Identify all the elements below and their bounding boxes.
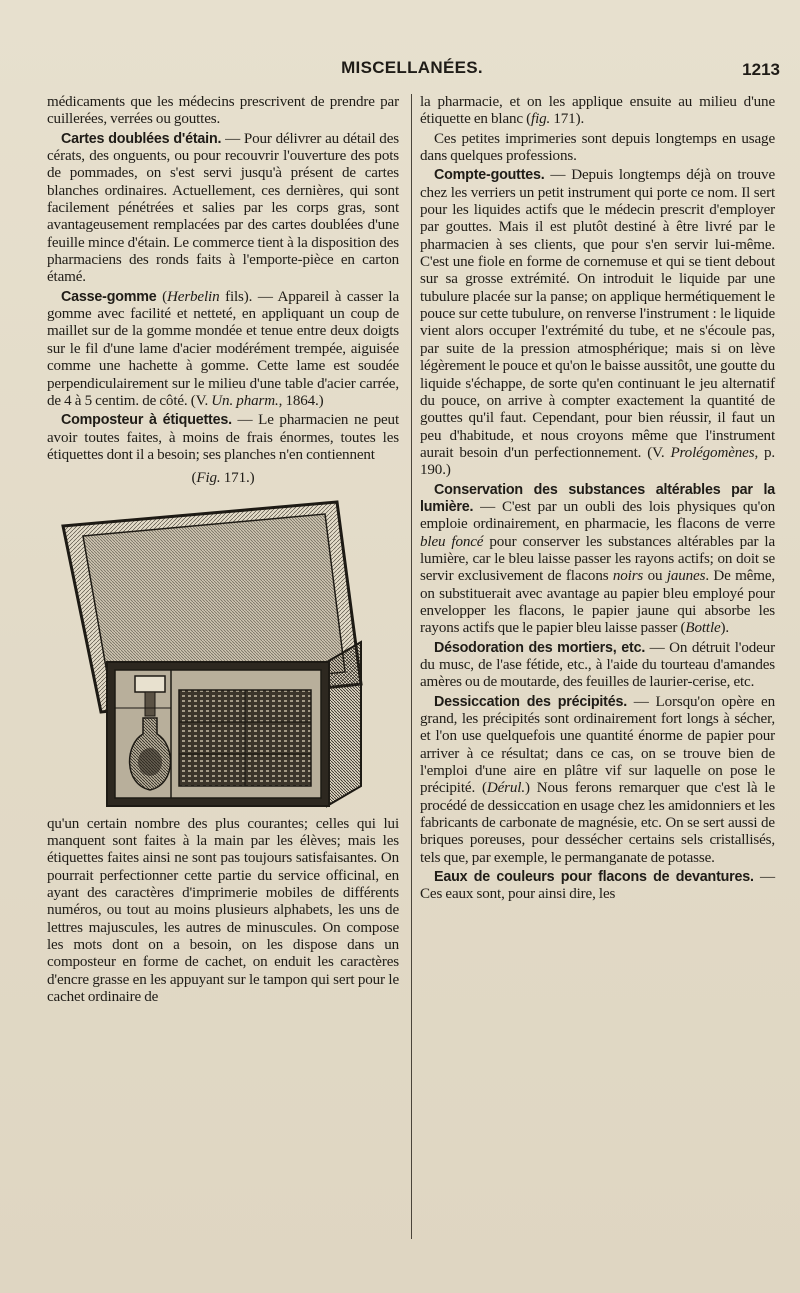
entry-desodoration: Désodoration des mortiers, etc. — On détruit l'odeur du musc, de l'ase fétide, etc., à l'aide du tourteau d'amandes amères ou de moutarde, des feuilles de laurier-cerise, etc. xyxy=(420,639,775,691)
entry-term: Eaux de couleurs pour flacons de devantures. xyxy=(434,869,754,886)
box-side xyxy=(327,642,361,806)
page-header xyxy=(44,58,780,86)
entry-term: Désodoration des mortiers, etc. xyxy=(434,639,646,656)
figure-label-composer-box-illustration xyxy=(61,494,371,810)
entry-term: Casse-gomme xyxy=(61,288,157,305)
entry-composteur: Composteur à étiquettes. — Le pharmacien ne peut avoir toutes faites, à moins de frais énormes, toutes les étiquettes dont il a besoin; ses planches n'en contiennent xyxy=(47,412,399,463)
paragraph: qu'un certain nombre des plus courantes; celles qui lui manquent sont faites à la main par les élèves; mais les étiquettes faites ainsi ne sont pas toujours satisfaisantes. On pourrait perfectionner cette partie du service officinal, en ayant des caractères d'imprimerie mobiles de différents numéros, ou tout au moins plusieurs alphabets, les uns de lettres majuscules, les autres de minuscules. On compose les mots dont on a besoin, on les dispose dans un composteur en forme de cachet, on enduit les caractères d'encre grasse en les appuyant sur le tampon qui sert pour le cachet ordinaire de xyxy=(47,815,399,1005)
entry-casse-gomme: Casse-gomme (Herbelin fils). — Appareil à casser la gomme avec facilité et netteté, en appliquant un coup de maillet sur de la gomme mondée et tenue entre deux doigts sur le fil d'une lame d'acier modérément trempée, aiguisée comme une hachette à gomme. Cette lame est soudée perpendiculairement sur le milieu d'une table d'acier carrée, de 4 à 5 centim. de côté. (V. Un. pharm., 1864.) xyxy=(47,288,399,409)
right-column xyxy=(420,94,775,906)
entry-dessiccation: Dessiccation des précipités. — Lorsqu'on opère en grand, les précipités sont ordinairement fort longs à sécher, et l'on use quelquefois une quantité énorme de papier pour arriver à ce résultat; dans ce cas, on se trouve bien de l'emploi d'une aire en plâtre vif sur laquelle on pose le précipité. (Dérul.) Nous ferons remarquer que c'est là le procédé de dessiccation en usage chez les amidonniers et les fabricants de carbonate de magnésie, etc. On se sert aussi de briques poreuses, pour dessécher certains sels cristallisés, tels que, par exemple, le permanganate de potasse. xyxy=(420,693,776,866)
author-name: Herbelin xyxy=(167,288,220,305)
column-rule xyxy=(411,94,412,1239)
source-reference: Prolégomènes xyxy=(670,444,755,461)
composing-stamp xyxy=(135,676,165,692)
entry-term: Composteur à étiquettes. xyxy=(61,412,232,429)
left-column xyxy=(47,94,399,1008)
source-reference: Bottle xyxy=(685,620,721,637)
entry-term: Dessiccation des précipités. xyxy=(434,693,628,710)
paragraph: Ces petites imprimeries sont depuis longtemps en usage dans quelques professions. xyxy=(420,130,775,165)
figure-caption: (Fig. 171.) xyxy=(191,470,255,487)
entry-cartes-doublees: Cartes doublées d'étain. — Pour délivrer au détail des cérats, des onguents, ou pour recouvrir l'ouverture des pots de pommades, on s'est servi jusqu'à présent de cartes blanches ordinaires. Actuellement, ces dernières, qui sont facilement pénétrées et salies par les corps gras, sont avantageusement remplacées par des cartes doublées d'une feuille mince d'étain. Le commerce tient à la disposition des pharmaciens des ronds faits à l'emporte-pièce en carton étamé. xyxy=(47,130,399,286)
entry-eaux-de-couleurs: Eaux de couleurs pour flacons de devantures. — Ces eaux sont, pour ainsi dire, les xyxy=(420,869,775,903)
running-title: MISCELLANÉES. xyxy=(341,58,483,77)
entry-term: Compte-gouttes. xyxy=(434,167,545,184)
paragraph: médicaments que les médecins prescrivent de prendre par cuillerées, verrées ou gouttes. xyxy=(47,94,399,128)
page-number: 1213 xyxy=(742,60,780,79)
entry-term: Cartes doublées d'étain. xyxy=(61,130,222,147)
source-reference: Un. pharm. xyxy=(211,392,279,409)
entry-compte-gouttes: Compte-gouttes. — Depuis longtemps déjà on trouve chez les verriers un petit instrument qui porte ce nom. Il sert pour les liquides actifs que le médecin prescrit d'employer par gouttes. Mais il est plutôt destiné à être livré par le pharmacien à ses clients, que pour s'en servir lui-même. C'est une fiole en forme de cornemuse et qui se tient debout sur sa grosse extrémité. On introduit le liquide par une tubulure placée sur la panse; on applique hermétiquement le pouce sur cette tubulure, on renverse l'instrument : le liquide vient alors occuper l'extrémité du tube, et ne s'écoule pas, par suite de la pression atmosphérique; mais si on lève légèrement le pouce et qu'on le baisse aussitôt, une goutte du liquide s'échappe, de sorte qu'en continuant le jeu alternatif du pouce, on arrive à compter exactement la quantité de gouttes qu'il faut. Cependant, pour bien réussir, il faut un peu d'habitude, et nous croyons même que l'instrument aurait besoin d'un perfectionnement. (V. Prolégomènes, p. 190.) xyxy=(420,167,775,479)
source-reference: Dérul. xyxy=(486,780,525,797)
paragraph: la pharmacie, et on les applique ensuite au milieu d'une étiquette en blanc (fig. 171). xyxy=(420,94,775,128)
entry-conservation: Conservation des substances altérables par la lumière. — C'est par un oubli des lois physiques qu'on emploie ordinairement, en pharmacie, les flacons de verre bleu foncé pour conserver les substances altérables par la lumière, car le bleu laisse passer les rayons actifs; on doit se servir exclusivement de flacons noirs ou jaunes. De même, on substituerait avec avantage au papier bleu employé pour envelopper les flacons, le papier jaune qui absorbe les rayons actifs que le papier bleu laisse passer (Bottle). xyxy=(420,481,776,637)
entry-term: Conservation des substances altérables par la lumière. xyxy=(420,481,775,515)
